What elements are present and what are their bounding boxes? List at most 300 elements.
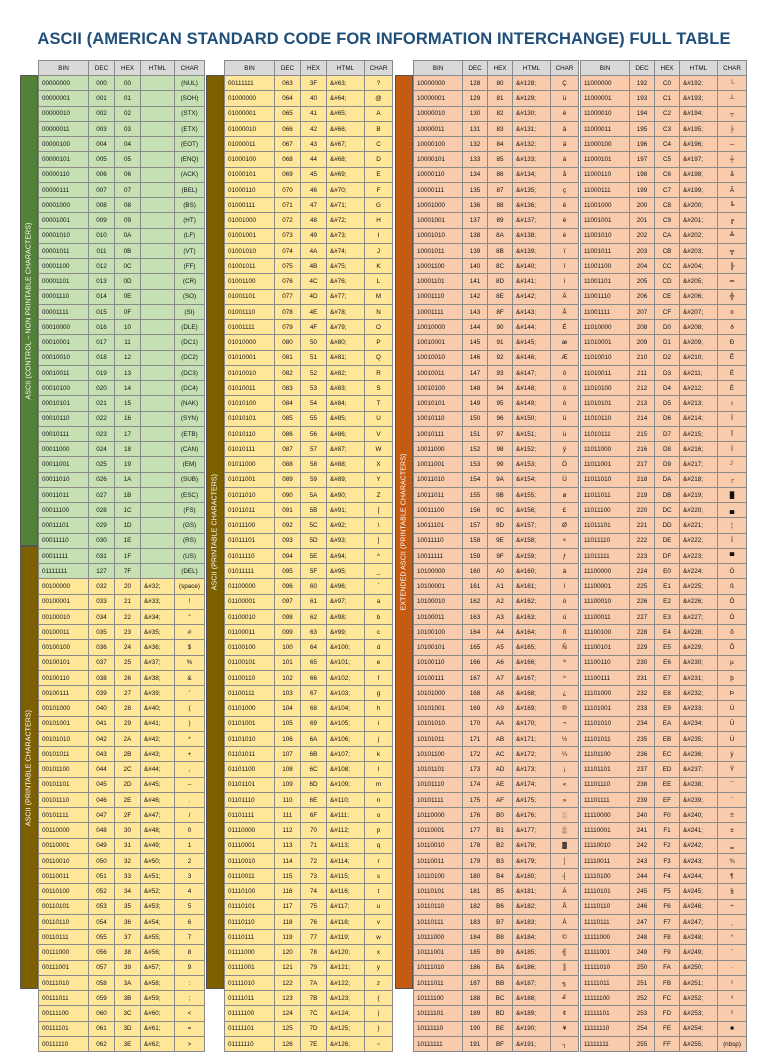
html-cell: &#53; bbox=[141, 899, 175, 914]
bin-cell: 11111011 bbox=[581, 975, 630, 990]
html-cell: &#165; bbox=[513, 640, 551, 655]
html-cell: &#179; bbox=[513, 853, 551, 868]
bin-cell: 00001111 bbox=[39, 304, 89, 319]
hex-cell: 98 bbox=[488, 442, 513, 457]
hex-cell: 12 bbox=[115, 350, 141, 365]
page-title: ASCII (AMERICAN STANDARD CODE FOR INFORMATION INTERCHANGE) FULL TABLE bbox=[37, 30, 731, 48]
dec-cell: 145 bbox=[463, 335, 488, 350]
dec-cell: 069 bbox=[275, 167, 301, 182]
html-cell: &#212; bbox=[680, 381, 718, 396]
html-cell: &#231; bbox=[680, 670, 718, 685]
html-cell: &#134; bbox=[513, 167, 551, 182]
bin-cell: 10011100 bbox=[414, 503, 463, 518]
dec-cell: 063 bbox=[275, 76, 301, 91]
bin-cell: 10011000 bbox=[414, 442, 463, 457]
hex-cell: 0A bbox=[115, 228, 141, 243]
char-cell: ! bbox=[175, 594, 205, 609]
dec-cell: 054 bbox=[89, 914, 115, 929]
char-cell: é bbox=[551, 106, 579, 121]
hex-cell: 1D bbox=[115, 518, 141, 533]
bin-cell: 01011011 bbox=[225, 503, 275, 518]
char-cell: ┘ bbox=[718, 457, 747, 472]
bin-cell: 11000111 bbox=[581, 182, 630, 197]
hex-cell: 6E bbox=[301, 792, 327, 807]
hex-cell: F8 bbox=[655, 930, 680, 945]
hex-cell: C0 bbox=[655, 76, 680, 91]
char-cell: ┐ bbox=[551, 1036, 579, 1051]
bin-cell: 10010011 bbox=[414, 365, 463, 380]
table-row bbox=[39, 243, 205, 258]
dec-cell: 088 bbox=[275, 457, 301, 472]
bin-cell: 01011010 bbox=[225, 487, 275, 502]
dec-cell: 251 bbox=[630, 975, 655, 990]
table-row bbox=[225, 533, 393, 548]
char-cell: ╚ bbox=[718, 198, 747, 213]
dec-cell: 068 bbox=[275, 152, 301, 167]
bin-cell: 01001100 bbox=[225, 274, 275, 289]
char-cell: £ bbox=[551, 503, 579, 518]
hex-cell: 8A bbox=[488, 228, 513, 243]
char-cell: b bbox=[365, 609, 393, 624]
hex-cell: A5 bbox=[488, 640, 513, 655]
html-cell: &#251; bbox=[680, 975, 718, 990]
table-row bbox=[39, 838, 205, 853]
dec-cell: 233 bbox=[630, 701, 655, 716]
dec-cell: 078 bbox=[275, 304, 301, 319]
html-cell: &#176; bbox=[513, 808, 551, 823]
bin-cell: 11010110 bbox=[581, 411, 630, 426]
header-bin: BIN bbox=[39, 61, 89, 76]
hex-cell: BC bbox=[488, 991, 513, 1006]
hex-cell: BA bbox=[488, 960, 513, 975]
html-cell: &#56; bbox=[141, 945, 175, 960]
table-row bbox=[39, 350, 205, 365]
hex-cell: F1 bbox=[655, 823, 680, 838]
char-cell: ; bbox=[175, 991, 205, 1006]
bin-cell: 01011110 bbox=[225, 548, 275, 563]
table-row bbox=[414, 91, 579, 106]
table-row bbox=[225, 594, 393, 609]
hex-cell: DC bbox=[655, 503, 680, 518]
hex-cell: B9 bbox=[488, 945, 513, 960]
ascii-table-block-3 bbox=[413, 60, 579, 1052]
header-bin: BIN bbox=[414, 61, 463, 76]
char-cell: ┬ bbox=[718, 106, 747, 121]
band-control bbox=[20, 75, 38, 546]
hex-cell: 9F bbox=[488, 548, 513, 563]
hex-cell: 46 bbox=[301, 182, 327, 197]
bin-cell: 10101001 bbox=[414, 701, 463, 716]
dec-cell: 001 bbox=[89, 91, 115, 106]
bin-cell: 11001010 bbox=[581, 228, 630, 243]
bin-cell: 00011000 bbox=[39, 442, 89, 457]
table-row bbox=[225, 991, 393, 1006]
hex-cell: A7 bbox=[488, 670, 513, 685]
hex-cell: 73 bbox=[301, 869, 327, 884]
html-cell: &#235; bbox=[680, 731, 718, 746]
char-cell: S bbox=[365, 381, 393, 396]
bin-cell: 01001011 bbox=[225, 259, 275, 274]
bin-cell: 10100000 bbox=[414, 564, 463, 579]
dec-cell: 093 bbox=[275, 533, 301, 548]
header-char: CHAR bbox=[365, 61, 393, 76]
dec-cell: 239 bbox=[630, 792, 655, 807]
html-cell: &#233; bbox=[680, 701, 718, 716]
bin-cell: 11111101 bbox=[581, 1006, 630, 1021]
dec-cell: 194 bbox=[630, 106, 655, 121]
band-printable-left-label: ASCII (PRINTABLE CHARACTERS) bbox=[25, 709, 33, 826]
bin-cell: 01011101 bbox=[225, 533, 275, 548]
html-cell: &#81; bbox=[327, 350, 365, 365]
bin-cell: 11100100 bbox=[581, 625, 630, 640]
char-cell: Æ bbox=[551, 350, 579, 365]
html-cell: &#185; bbox=[513, 945, 551, 960]
hex-cell: 58 bbox=[301, 457, 327, 472]
html-cell: &#52; bbox=[141, 884, 175, 899]
char-cell: $ bbox=[175, 640, 205, 655]
bin-cell: 00101011 bbox=[39, 747, 89, 762]
dec-cell: 122 bbox=[275, 975, 301, 990]
html-cell bbox=[141, 259, 175, 274]
hex-cell: D2 bbox=[655, 350, 680, 365]
table-row bbox=[414, 899, 579, 914]
dec-cell: 171 bbox=[463, 731, 488, 746]
bin-cell: 01000110 bbox=[225, 182, 275, 197]
hex-cell: 27 bbox=[115, 686, 141, 701]
bin-cell: 01010101 bbox=[225, 411, 275, 426]
table-row bbox=[414, 884, 579, 899]
table-row bbox=[225, 213, 393, 228]
char-cell: I bbox=[365, 228, 393, 243]
table-row bbox=[581, 426, 747, 441]
char-cell: (space) bbox=[175, 579, 205, 594]
table-row bbox=[414, 609, 579, 624]
html-cell: &#59; bbox=[141, 991, 175, 1006]
hex-cell: 00 bbox=[115, 76, 141, 91]
hex-cell: 0D bbox=[115, 274, 141, 289]
dec-cell: 125 bbox=[275, 1021, 301, 1036]
dec-cell: 042 bbox=[89, 731, 115, 746]
bin-cell: 00101110 bbox=[39, 792, 89, 807]
dec-cell: 229 bbox=[630, 640, 655, 655]
hex-cell: 7F bbox=[115, 564, 141, 579]
char-cell: (EOT) bbox=[175, 137, 205, 152]
html-cell: &#153; bbox=[513, 457, 551, 472]
html-cell: &#136; bbox=[513, 198, 551, 213]
dec-cell: 108 bbox=[275, 762, 301, 777]
char-cell: á bbox=[551, 564, 579, 579]
char-cell: ▒ bbox=[551, 823, 579, 838]
hex-cell: 2A bbox=[115, 731, 141, 746]
table-row bbox=[39, 411, 205, 426]
char-cell: ö bbox=[551, 381, 579, 396]
table-row bbox=[581, 564, 747, 579]
html-cell: &#47; bbox=[141, 808, 175, 823]
dec-cell: 225 bbox=[630, 579, 655, 594]
hex-cell: FC bbox=[655, 991, 680, 1006]
bin-cell: 00000101 bbox=[39, 152, 89, 167]
table-row bbox=[414, 548, 579, 563]
char-cell: þ bbox=[718, 670, 747, 685]
dec-cell: 206 bbox=[630, 289, 655, 304]
html-cell: &#64; bbox=[327, 91, 365, 106]
hex-cell: 39 bbox=[115, 960, 141, 975]
html-cell: &#156; bbox=[513, 503, 551, 518]
table-row bbox=[414, 487, 579, 502]
html-cell: &#240; bbox=[680, 808, 718, 823]
dec-cell: 023 bbox=[89, 426, 115, 441]
bin-cell: 01100011 bbox=[225, 625, 275, 640]
dec-cell: 223 bbox=[630, 548, 655, 563]
char-cell: k bbox=[365, 747, 393, 762]
dec-cell: 148 bbox=[463, 381, 488, 396]
band-printable-left bbox=[20, 546, 38, 989]
char-cell: H bbox=[365, 213, 393, 228]
bin-cell: 11001111 bbox=[581, 304, 630, 319]
html-cell: &#84; bbox=[327, 396, 365, 411]
dec-cell: 106 bbox=[275, 731, 301, 746]
html-cell: &#144; bbox=[513, 320, 551, 335]
char-cell: P bbox=[365, 335, 393, 350]
bin-cell: 11010000 bbox=[581, 320, 630, 335]
bin-cell: 01111011 bbox=[225, 991, 275, 1006]
bin-cell: 00011110 bbox=[39, 533, 89, 548]
html-cell: &#162; bbox=[513, 594, 551, 609]
bin-cell: 01011000 bbox=[225, 457, 275, 472]
dec-cell: 232 bbox=[630, 686, 655, 701]
table-row bbox=[225, 731, 393, 746]
table-row bbox=[225, 396, 393, 411]
bin-cell: 01000001 bbox=[225, 106, 275, 121]
table-row bbox=[39, 1021, 205, 1036]
dec-cell: 072 bbox=[275, 213, 301, 228]
bin-cell: 11010001 bbox=[581, 335, 630, 350]
table-row bbox=[581, 411, 747, 426]
dec-cell: 187 bbox=[463, 975, 488, 990]
html-cell: &#40; bbox=[141, 701, 175, 716]
table-row bbox=[414, 991, 579, 1006]
bin-cell: 11011011 bbox=[581, 487, 630, 502]
dec-cell: 213 bbox=[630, 396, 655, 411]
hex-cell: 89 bbox=[488, 213, 513, 228]
html-cell: &#98; bbox=[327, 609, 365, 624]
bin-cell: 10010111 bbox=[414, 426, 463, 441]
char-cell: └ bbox=[718, 76, 747, 91]
bin-cell: 10010000 bbox=[414, 320, 463, 335]
bin-cell: 10000111 bbox=[414, 182, 463, 197]
table-row bbox=[39, 945, 205, 960]
hex-cell: 5E bbox=[301, 548, 327, 563]
dec-cell: 115 bbox=[275, 869, 301, 884]
table-row bbox=[581, 914, 747, 929]
char-cell: 0 bbox=[175, 823, 205, 838]
html-cell: &#138; bbox=[513, 228, 551, 243]
dec-cell: 237 bbox=[630, 762, 655, 777]
table-row bbox=[581, 304, 747, 319]
dec-cell: 154 bbox=[463, 472, 488, 487]
dec-cell: 248 bbox=[630, 930, 655, 945]
dec-cell: 029 bbox=[89, 518, 115, 533]
hex-cell: 8D bbox=[488, 274, 513, 289]
table-row bbox=[414, 213, 579, 228]
char-cell: K bbox=[365, 259, 393, 274]
hex-cell: 6D bbox=[301, 777, 327, 792]
table-row bbox=[581, 289, 747, 304]
bin-cell: 11101000 bbox=[581, 686, 630, 701]
table-row bbox=[414, 411, 579, 426]
table-row bbox=[414, 457, 579, 472]
dec-cell: 027 bbox=[89, 487, 115, 502]
html-cell bbox=[141, 396, 175, 411]
dec-cell: 082 bbox=[275, 365, 301, 380]
hex-cell: A3 bbox=[488, 609, 513, 624]
bin-cell: 00011111 bbox=[39, 548, 89, 563]
hex-cell: A9 bbox=[488, 701, 513, 716]
dec-cell: 175 bbox=[463, 792, 488, 807]
dec-cell: 039 bbox=[89, 686, 115, 701]
hex-cell: 2F bbox=[115, 808, 141, 823]
html-cell: &#90; bbox=[327, 487, 365, 502]
table-row bbox=[39, 106, 205, 121]
hex-cell: F3 bbox=[655, 853, 680, 868]
bin-cell: 11101011 bbox=[581, 731, 630, 746]
char-cell: Ì bbox=[718, 533, 747, 548]
dec-cell: 120 bbox=[275, 945, 301, 960]
html-cell: &#209; bbox=[680, 335, 718, 350]
char-cell: ¨ bbox=[718, 945, 747, 960]
html-cell: &#208; bbox=[680, 320, 718, 335]
dec-cell: 153 bbox=[463, 457, 488, 472]
bin-cell: 01010100 bbox=[225, 396, 275, 411]
html-cell: &#239; bbox=[680, 792, 718, 807]
dec-cell: 047 bbox=[89, 808, 115, 823]
dec-cell: 070 bbox=[275, 182, 301, 197]
band-extended-label: EXTENDED ASCII (PRINTABLE CHARACTERS) bbox=[400, 453, 408, 611]
dec-cell: 136 bbox=[463, 198, 488, 213]
char-cell: d bbox=[365, 640, 393, 655]
table-row bbox=[581, 823, 747, 838]
bin-cell: 11110101 bbox=[581, 884, 630, 899]
dec-cell: 170 bbox=[463, 716, 488, 731]
html-cell: &#249; bbox=[680, 945, 718, 960]
bin-cell: 11010010 bbox=[581, 350, 630, 365]
hex-cell: D7 bbox=[655, 426, 680, 441]
dec-cell: 032 bbox=[89, 579, 115, 594]
table-row bbox=[414, 228, 579, 243]
html-cell: &#36; bbox=[141, 640, 175, 655]
html-cell: &#135; bbox=[513, 182, 551, 197]
html-cell: &#154; bbox=[513, 472, 551, 487]
table-row bbox=[225, 792, 393, 807]
table-row bbox=[581, 457, 747, 472]
dec-cell: 193 bbox=[630, 91, 655, 106]
hex-cell: 9E bbox=[488, 533, 513, 548]
html-cell: &#104; bbox=[327, 701, 365, 716]
char-cell: ░ bbox=[551, 808, 579, 823]
html-cell: &#77; bbox=[327, 289, 365, 304]
dec-cell: 052 bbox=[89, 884, 115, 899]
bin-cell: 01101110 bbox=[225, 792, 275, 807]
char-cell: (BS) bbox=[175, 198, 205, 213]
dec-cell: 247 bbox=[630, 914, 655, 929]
char-cell: 1 bbox=[175, 838, 205, 853]
table-row bbox=[225, 930, 393, 945]
bin-cell: 10100001 bbox=[414, 579, 463, 594]
html-cell: &#191; bbox=[513, 1036, 551, 1051]
hex-cell: A0 bbox=[488, 564, 513, 579]
table-row bbox=[39, 472, 205, 487]
hex-cell: 5C bbox=[301, 518, 327, 533]
char-cell: ñ bbox=[551, 625, 579, 640]
hex-cell: 67 bbox=[301, 686, 327, 701]
table-row bbox=[581, 228, 747, 243]
char-cell: (HT) bbox=[175, 213, 205, 228]
dec-cell: 231 bbox=[630, 670, 655, 685]
bin-cell: 01111110 bbox=[225, 1036, 275, 1051]
char-cell: ¥ bbox=[551, 1021, 579, 1036]
char-cell: ╬ bbox=[718, 289, 747, 304]
dec-cell: 246 bbox=[630, 899, 655, 914]
char-cell: ï bbox=[551, 243, 579, 258]
bin-cell: 01100110 bbox=[225, 670, 275, 685]
char-cell: (NUL) bbox=[175, 76, 205, 91]
char-cell: 5 bbox=[175, 899, 205, 914]
bin-cell: 00011011 bbox=[39, 487, 89, 502]
html-cell: &#88; bbox=[327, 457, 365, 472]
hex-cell: 96 bbox=[488, 411, 513, 426]
table-row bbox=[39, 182, 205, 197]
dec-cell: 127 bbox=[89, 564, 115, 579]
header-dec: DEC bbox=[630, 61, 655, 76]
char-cell: (DC1) bbox=[175, 335, 205, 350]
char-cell: h bbox=[365, 701, 393, 716]
hex-cell: D4 bbox=[655, 381, 680, 396]
html-cell: &#221; bbox=[680, 518, 718, 533]
dec-cell: 118 bbox=[275, 914, 301, 929]
html-cell: &#92; bbox=[327, 518, 365, 533]
bin-cell: 11001110 bbox=[581, 289, 630, 304]
dec-cell: 228 bbox=[630, 625, 655, 640]
dec-cell: 121 bbox=[275, 960, 301, 975]
char-cell: + bbox=[175, 747, 205, 762]
html-cell: &#159; bbox=[513, 548, 551, 563]
hex-cell: 68 bbox=[301, 701, 327, 716]
html-cell bbox=[141, 106, 175, 121]
dec-cell: 084 bbox=[275, 396, 301, 411]
char-cell: ¶ bbox=[718, 869, 747, 884]
dec-cell: 119 bbox=[275, 930, 301, 945]
hex-cell: 09 bbox=[115, 213, 141, 228]
char-cell: ╝ bbox=[551, 991, 579, 1006]
table-row bbox=[39, 655, 205, 670]
bin-cell: 10111100 bbox=[414, 991, 463, 1006]
hex-cell: A1 bbox=[488, 579, 513, 594]
dec-cell: 186 bbox=[463, 960, 488, 975]
html-cell: &#143; bbox=[513, 304, 551, 319]
table-row bbox=[225, 808, 393, 823]
hex-cell: E4 bbox=[655, 625, 680, 640]
dec-cell: 190 bbox=[463, 1021, 488, 1036]
bin-cell: 10101011 bbox=[414, 731, 463, 746]
hex-cell: 71 bbox=[301, 838, 327, 853]
dec-cell: 036 bbox=[89, 640, 115, 655]
dec-cell: 013 bbox=[89, 274, 115, 289]
table-row bbox=[39, 457, 205, 472]
hex-cell: DD bbox=[655, 518, 680, 533]
table-row bbox=[225, 426, 393, 441]
dec-cell: 050 bbox=[89, 853, 115, 868]
bin-cell: 11100000 bbox=[581, 564, 630, 579]
